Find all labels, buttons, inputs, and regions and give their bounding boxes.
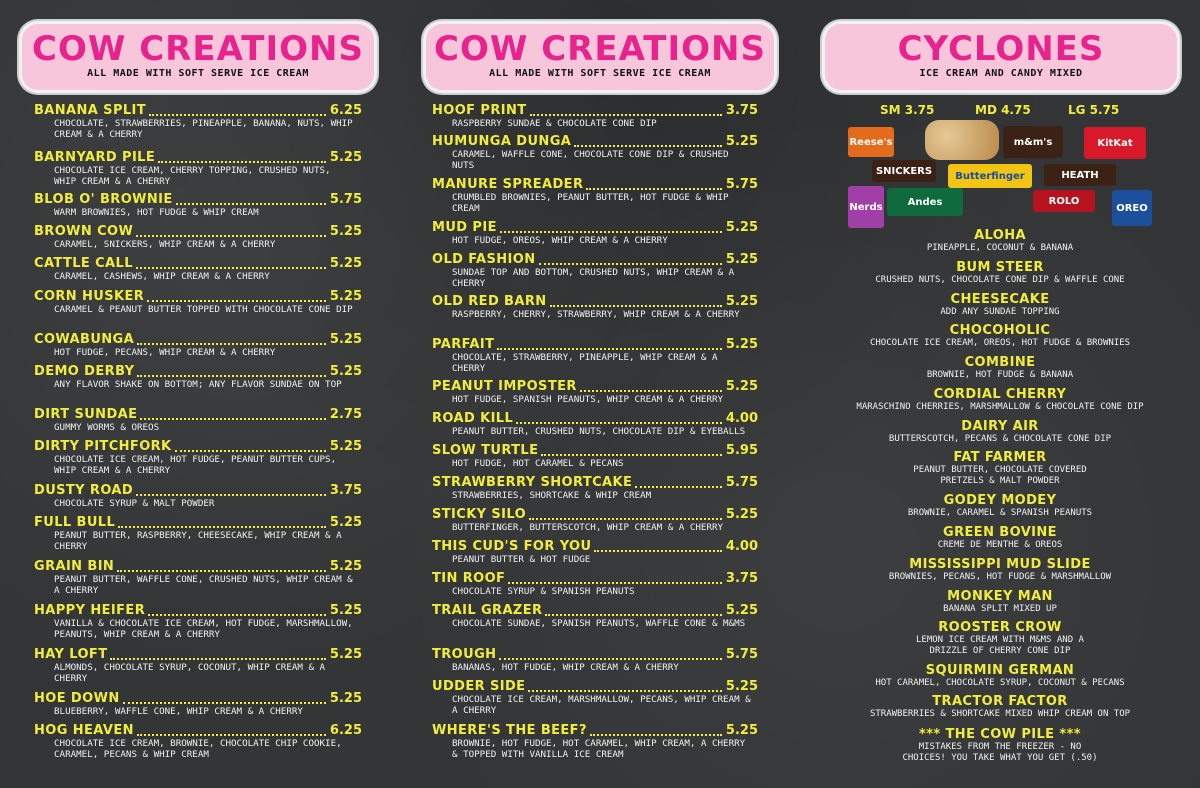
menu-item-price: 5.25 bbox=[329, 150, 362, 165]
menu-item bbox=[432, 603, 758, 647]
menu-item-description: CHOCOLATE ICE CREAM, BROWNIE, CHOCOLATE CHIP COOKIE, CARAMEL, PECANS & WHIP CREAM bbox=[54, 738, 342, 760]
price-leader-dots bbox=[176, 203, 326, 205]
menu-item-description: CHOCOLATE ICE CREAM, HOT FUDGE, PEANUT BUTTER CUPS, WHIP CREAM & A CHERRY bbox=[54, 454, 337, 476]
cyclone-item-description: CHOCOLATE ICE CREAM, OREOS, HOT FUDGE & BROWNIES bbox=[869, 338, 1131, 348]
menu-item-description: ALMONDS, CHOCOLATE SYRUP, COCONUT, WHIP CREAM & A CHERRY bbox=[54, 662, 326, 684]
cyclone-item-name: CHEESECAKE bbox=[950, 292, 1050, 307]
cyclone-item-description: BROWNIE, CARAMEL & SPANISH PEANUTS bbox=[907, 508, 1093, 518]
cyclone-item bbox=[800, 727, 1200, 764]
price-leader-dots bbox=[530, 114, 722, 116]
price-leader-dots bbox=[175, 450, 326, 452]
menu-item-name: CATTLE CALL bbox=[34, 256, 133, 271]
snickers-candy-icon: SNICKERS bbox=[872, 160, 936, 182]
menu-item-name: DIRT SUNDAE bbox=[34, 407, 138, 422]
menu-item-price: 5.25 bbox=[725, 379, 758, 394]
price-leader-dots bbox=[158, 161, 326, 163]
left-banner bbox=[22, 24, 374, 90]
price-leader-dots bbox=[500, 231, 722, 233]
menu-item-description: HOT FUDGE, SPANISH PEANUTS, WHIP CREAM & A CHERRY bbox=[452, 394, 724, 405]
cyclone-item-name: FAT FARMER bbox=[953, 450, 1047, 465]
menu-item-price: 5.25 bbox=[725, 337, 758, 352]
price-leader-dots bbox=[580, 390, 722, 392]
price-leader-dots bbox=[118, 526, 326, 528]
menu-item-description: SUNDAE TOP AND BOTTOM, CRUSHED NUTS, WHIP CREAM & A CHERRY bbox=[452, 267, 735, 289]
price-leader-dots bbox=[137, 375, 325, 377]
menu-item-description: BLUEBERRY, WAFFLE CONE, WHIP CREAM & A CHERRY bbox=[54, 706, 303, 717]
menu-item bbox=[34, 559, 362, 603]
price-leader-dots bbox=[550, 305, 722, 307]
cyclone-item-name: ROOSTER CROW bbox=[938, 620, 1062, 635]
menu-item bbox=[432, 679, 758, 723]
menu-item-description: PEANUT BUTTER, RASPBERRY, CHEESECAKE, WHIP CREAM & A CHERRY bbox=[54, 530, 342, 552]
price-leader-dots bbox=[136, 235, 326, 237]
cyclone-item-name: ALOHA bbox=[974, 228, 1026, 243]
menu-item-name: TROUGH bbox=[432, 647, 497, 662]
menu-item-price: 5.25 bbox=[329, 515, 362, 530]
menu-item-name: BLOB O' BROWNIE bbox=[34, 192, 173, 207]
menu-item-name: TRAIL GRAZER bbox=[432, 603, 543, 618]
menu-item-price: 5.95 bbox=[725, 443, 758, 458]
menu-item-price: 5.25 bbox=[725, 220, 758, 235]
menu-item bbox=[34, 103, 362, 147]
menu-item-price: 5.25 bbox=[329, 289, 362, 304]
menu-item-description: CARAMEL & PEANUT BUTTER TOPPED WITH CHOCOLATE CONE DIP bbox=[54, 304, 353, 315]
price-leader-dots bbox=[117, 570, 326, 572]
menu-item-name: FULL BULL bbox=[34, 515, 116, 530]
menu-item-price: 5.75 bbox=[725, 647, 758, 662]
menu-item-name: HOOF PRINT bbox=[432, 103, 527, 118]
menu-item bbox=[34, 647, 362, 691]
size-large-price: LG 5.75 bbox=[1068, 103, 1120, 117]
price-leader-dots bbox=[110, 658, 325, 660]
cyclone-item-name: MISSISSIPPI MUD SLIDE bbox=[909, 557, 1091, 572]
cyclone-item-name: SQUIRMIN GERMAN bbox=[925, 663, 1075, 678]
cyclone-item bbox=[800, 323, 1200, 349]
menu-item-price: 5.25 bbox=[725, 134, 758, 149]
reeses-candy-icon: Reese's bbox=[848, 127, 894, 157]
menu-item-price: 5.25 bbox=[329, 559, 362, 574]
cyclone-item-name: MONKEY MAN bbox=[947, 589, 1053, 604]
menu-item-name: TIN ROOF bbox=[432, 571, 506, 586]
cyclone-item-description: STRAWBERRIES & SHORTCAKE MIXED WHIP CREAM ON TOP bbox=[869, 709, 1131, 719]
cyclone-item-name: TRACTOR FACTOR bbox=[932, 694, 1068, 709]
cyclone-item-description: BANANA SPLIT MIXED UP bbox=[943, 604, 1057, 614]
price-leader-dots bbox=[541, 454, 722, 456]
menu-item-name: MUD PIE bbox=[432, 220, 497, 235]
menu-item-description: ANY FLAVOR SHAKE ON BOTTOM; ANY FLAVOR SUNDAE ON TOP bbox=[54, 379, 342, 390]
price-leader-dots bbox=[136, 494, 326, 496]
price-leader-dots bbox=[147, 300, 326, 302]
menu-item bbox=[432, 337, 758, 381]
menu-item-name: COWABUNGA bbox=[34, 332, 135, 347]
menu-item-description: CHOCOLATE, STRAWBERRIES, PINEAPPLE, BANANA, NUTS, WHIP CREAM & A CHERRY bbox=[54, 118, 353, 140]
menu-item-price: 5.25 bbox=[329, 603, 362, 618]
cyclone-item bbox=[800, 450, 1200, 487]
menu-item-description: RASPBERRY, CHERRY, STRAWBERRY, WHIP CREAM & A CHERRY bbox=[452, 309, 740, 320]
menu-item-name: DUSTY ROAD bbox=[34, 483, 134, 498]
menu-item bbox=[432, 252, 758, 296]
size-medium-price: MD 4.75 bbox=[975, 103, 1031, 117]
menu-item-name: WHERE'S THE BEEF? bbox=[432, 723, 587, 738]
menu-item-description: CARAMEL, WAFFLE CONE, CHOCOLATE CONE DIP & CRUSHED NUTS bbox=[452, 149, 729, 171]
nerds-candy-icon: Nerds bbox=[848, 186, 884, 228]
menu-item-name: BANANA SPLIT bbox=[34, 103, 147, 118]
cyclone-item-description: BUTTERSCOTCH, PECANS & CHOCOLATE CONE DIP bbox=[888, 434, 1112, 444]
cyclone-item bbox=[800, 589, 1200, 615]
menu-item bbox=[34, 723, 362, 767]
cyclone-item bbox=[800, 260, 1200, 286]
kitkat-candy-icon: KitKat bbox=[1084, 127, 1146, 159]
menu-item-description: CHOCOLATE ICE CREAM, MARSHMALLOW, PECANS, WHIP CREAM & A CHERRY bbox=[452, 694, 751, 716]
middle-menu-column bbox=[400, 0, 800, 788]
menu-item-description: VANILLA & CHOCOLATE ICE CREAM, HOT FUDGE, MARSHMALLOW, PEANUTS, WHIP CREAM & A CHERRY bbox=[54, 618, 353, 640]
menu-item-price: 5.25 bbox=[329, 647, 362, 662]
menu-item-name: STICKY SILO bbox=[432, 507, 527, 522]
menu-item-name: SLOW TURTLE bbox=[432, 443, 539, 458]
menu-item-description: BANANAS, HOT FUDGE, WHIP CREAM & A CHERRY bbox=[452, 662, 679, 673]
menu-item bbox=[34, 150, 362, 194]
menu-item bbox=[34, 603, 362, 647]
menu-item-name: BARNYARD PILE bbox=[34, 150, 156, 165]
menu-item-description: STRAWBERRIES, SHORTCAKE & WHIP CREAM bbox=[452, 490, 652, 501]
menu-item-description: CHOCOLATE SYRUP & SPANISH PEANUTS bbox=[452, 586, 635, 597]
menu-item-description: CARAMEL, SNICKERS, WHIP CREAM & A CHERRY bbox=[54, 239, 276, 250]
menu-item-description: CHOCOLATE ICE CREAM, CHERRY TOPPING, CRUSHED NUTS, WHIP CREAM & A CHERRY bbox=[54, 165, 331, 187]
cyclone-size-prices bbox=[800, 103, 1200, 119]
cyclone-item bbox=[800, 525, 1200, 551]
menu-item-name: PARFAIT bbox=[432, 337, 495, 352]
cyclone-item-description: BROWNIE, HOT FUDGE & BANANA bbox=[926, 370, 1074, 380]
price-leader-dots bbox=[497, 348, 722, 350]
cyclone-item-name: CORDIAL CHERRY bbox=[933, 387, 1067, 402]
price-leader-dots bbox=[590, 734, 722, 736]
cyclone-item-name: DAIRY AIR bbox=[961, 419, 1039, 434]
menu-item bbox=[34, 364, 362, 408]
price-leader-dots bbox=[574, 145, 722, 147]
menu-item-name: HOG HEAVEN bbox=[34, 723, 134, 738]
menu-item-description: WARM BROWNIES, HOT FUDGE & WHIP CREAM bbox=[54, 207, 259, 218]
menu-item-name: DIRTY PITCHFORK bbox=[34, 439, 172, 454]
cyclone-item-description: PEANUT BUTTER, CHOCOLATE COVERED PRETZELS & MALT POWDER bbox=[913, 465, 1087, 486]
price-leader-dots bbox=[539, 263, 722, 265]
cyclone-item bbox=[800, 419, 1200, 445]
menu-item-description: HOT FUDGE, HOT CARAMEL & PECANS bbox=[452, 458, 624, 469]
price-leader-dots bbox=[635, 486, 722, 488]
price-leader-dots bbox=[137, 734, 326, 736]
menu-item-price: 5.25 bbox=[725, 294, 758, 309]
cyclone-item-description: MISTAKES FROM THE FREEZER - NO CHOICES! YOU TAKE WHAT YOU GET (.50) bbox=[902, 742, 1098, 763]
price-leader-dots bbox=[508, 582, 722, 584]
menu-item-description: BUTTERFINGER, BUTTERSCOTCH, WHIP CREAM & A CHERRY bbox=[452, 522, 724, 533]
right-menu-column bbox=[800, 0, 1200, 788]
menu-item-price: 3.75 bbox=[725, 103, 758, 118]
menu-item-price: 5.25 bbox=[329, 332, 362, 347]
menu-item-name: PEANUT IMPOSTER bbox=[432, 379, 577, 394]
cyclones-banner bbox=[825, 24, 1177, 90]
price-leader-dots bbox=[148, 614, 326, 616]
price-leader-dots bbox=[586, 188, 722, 190]
menu-item-name: OLD RED BARN bbox=[432, 294, 547, 309]
price-leader-dots bbox=[136, 267, 326, 269]
left-banner-title: COW CREATIONS bbox=[32, 29, 364, 69]
menu-item-name: ROAD KILL bbox=[432, 411, 514, 426]
menu-item bbox=[432, 177, 758, 221]
menu-item-name: HAPPY HEIFER bbox=[34, 603, 146, 618]
butterfinger-candy-icon: Butterfinger bbox=[948, 164, 1032, 188]
menu-item-price: 5.25 bbox=[725, 603, 758, 618]
menu-item-price: 2.75 bbox=[329, 407, 362, 422]
cyclone-item-name: GODEY MODEY bbox=[943, 493, 1057, 508]
menu-item-description: CHOCOLATE, STRAWBERRY, PINEAPPLE, WHIP CREAM & A CHERRY bbox=[452, 352, 718, 374]
cyclones-banner-subtitle: ICE CREAM AND CANDY MIXED bbox=[919, 68, 1083, 79]
cyclone-item-description: LEMON ICE CREAM WITH M&MS AND A DRIZZLE OF CHERRY CONE DIP bbox=[916, 635, 1084, 656]
cyclone-item-description: CRUSHED NUTS, CHOCOLATE CONE DIP & WAFFLE CONE bbox=[875, 275, 1125, 285]
menu-item-description: GUMMY WORMS & OREOS bbox=[54, 422, 160, 433]
menu-item-name: CORN HUSKER bbox=[34, 289, 145, 304]
price-leader-dots bbox=[123, 702, 326, 704]
menu-item-name: HOE DOWN bbox=[34, 691, 120, 706]
price-leader-dots bbox=[516, 422, 722, 424]
menu-item bbox=[34, 515, 362, 559]
price-leader-dots bbox=[594, 550, 721, 552]
cyclone-item-description: PINEAPPLE, COCONUT & BANANA bbox=[926, 243, 1074, 253]
menu-item-description: PEANUT BUTTER & HOT FUDGE bbox=[452, 554, 591, 565]
menu-item bbox=[432, 294, 758, 338]
heath-candy-icon: HEATH bbox=[1044, 164, 1116, 186]
cyclone-item bbox=[800, 663, 1200, 689]
price-leader-dots bbox=[149, 114, 326, 116]
menu-item-description: HOT FUDGE, PECANS, WHIP CREAM & A CHERRY bbox=[54, 347, 276, 358]
price-leader-dots bbox=[528, 690, 721, 692]
menu-item-price: 6.25 bbox=[329, 723, 362, 738]
mms-candy-icon: m&m's bbox=[1003, 126, 1063, 158]
menu-item-name: UDDER SIDE bbox=[432, 679, 526, 694]
menu-item-price: 4.00 bbox=[725, 539, 758, 554]
cyclone-item-name: CHOCOHOLIC bbox=[949, 323, 1051, 338]
menu-item-price: 5.25 bbox=[725, 679, 758, 694]
menu-item-price: 3.75 bbox=[725, 571, 758, 586]
cyclone-item bbox=[800, 694, 1200, 720]
menu-item bbox=[34, 439, 362, 483]
menu-item-price: 5.75 bbox=[329, 192, 362, 207]
menu-item-price: 5.75 bbox=[725, 177, 758, 192]
menu-item-description: CHOCOLATE SYRUP & MALT POWDER bbox=[54, 498, 215, 509]
cyclone-item-name: BUM STEER bbox=[956, 260, 1044, 275]
rolo-candy-icon: ROLO bbox=[1033, 190, 1095, 212]
menu-item-price: 5.25 bbox=[725, 507, 758, 522]
price-leader-dots bbox=[137, 343, 326, 345]
cyclone-item bbox=[800, 493, 1200, 519]
menu-item-price: 5.25 bbox=[329, 439, 362, 454]
price-leader-dots bbox=[499, 658, 721, 660]
menu-item-name: THIS CUD'S FOR YOU bbox=[432, 539, 592, 554]
menu-item-name: STRAWBERRY SHORTCAKE bbox=[432, 475, 633, 490]
cyclone-item-description: ADD ANY SUNDAE TOPPING bbox=[940, 307, 1060, 317]
oreo-candy-icon: OREO bbox=[1112, 190, 1152, 226]
size-small-price: SM 3.75 bbox=[880, 103, 935, 117]
price-leader-dots bbox=[545, 614, 721, 616]
menu-item-price: 5.25 bbox=[329, 224, 362, 239]
cyclone-item-description: BROWNIES, PECANS, HOT FUDGE & MARSHMALLOW bbox=[888, 572, 1112, 582]
cyclone-item bbox=[800, 228, 1200, 254]
menu-item-description: HOT FUDGE, OREOS, WHIP CREAM & A CHERRY bbox=[452, 235, 668, 246]
menu-item-description: BROWNIE, HOT FUDGE, HOT CARAMEL, WHIP CREAM, A CHERRY & TOPPED WITH VANILLA ICE CREAM bbox=[452, 738, 746, 760]
menu-item bbox=[432, 723, 758, 767]
menu-item-description: PEANUT BUTTER, WAFFLE CONE, CRUSHED NUTS, WHIP CREAM & A CHERRY bbox=[54, 574, 353, 596]
middle-banner-subtitle: ALL MADE WITH SOFT SERVE ICE CREAM bbox=[489, 68, 711, 79]
cyclone-item-description: MARASCHINO CHERRIES, MARSHMALLOW & CHOCOLATE CONE DIP bbox=[856, 402, 1144, 412]
menu-item-name: HUMUNGA DUNGA bbox=[432, 134, 572, 149]
menu-item-name: BROWN COW bbox=[34, 224, 134, 239]
menu-item-name: GRAIN BIN bbox=[34, 559, 115, 574]
menu-item-description: CRUMBLED BROWNIES, PEANUT BUTTER, HOT FUDGE & WHIP CREAM bbox=[452, 192, 729, 214]
menu-item-price: 5.75 bbox=[725, 475, 758, 490]
menu-item-price: 5.25 bbox=[725, 252, 758, 267]
middle-banner bbox=[426, 24, 774, 90]
menu-item-description: CARAMEL, CASHEWS, WHIP CREAM & A CHERRY bbox=[54, 271, 270, 282]
price-leader-dots bbox=[529, 518, 722, 520]
menu-item-name: OLD FASHION bbox=[432, 252, 536, 267]
cyclone-item-name: *** THE COW PILE *** bbox=[919, 727, 1081, 742]
cyclone-item-name: COMBINE bbox=[964, 355, 1036, 370]
menu-item-name: HAY LOFT bbox=[34, 647, 108, 662]
left-menu-column bbox=[0, 0, 400, 788]
menu-item-description: PEANUT BUTTER, CRUSHED NUTS, CHOCOLATE DIP & EYEBALLS bbox=[452, 426, 746, 437]
menu-item bbox=[432, 134, 758, 178]
cyclone-item bbox=[800, 355, 1200, 381]
menu-item-price: 5.25 bbox=[329, 256, 362, 271]
cyclone-item bbox=[800, 387, 1200, 413]
menu-item-description: RASPBERRY SUNDAE & CHOCOLATE CONE DIP bbox=[452, 118, 657, 129]
cyclone-item bbox=[800, 292, 1200, 318]
cyclones-banner-title: CYCLONES bbox=[897, 29, 1105, 69]
menu-item-price: 4.00 bbox=[725, 411, 758, 426]
cyclone-item-description: HOT CARAMEL, CHOCOLATE SYRUP, COCONUT & PECANS bbox=[875, 678, 1125, 688]
menu-item-description: CHOCOLATE SUNDAE, SPANISH PEANUTS, WAFFLE CONE & M&MS bbox=[452, 618, 746, 629]
price-leader-dots bbox=[140, 418, 326, 420]
menu-item bbox=[34, 289, 362, 333]
peanuts-candy-icon bbox=[925, 120, 999, 160]
menu-item-price: 3.75 bbox=[329, 483, 362, 498]
andes-candy-icon: Andes bbox=[887, 188, 963, 216]
menu-item-price: 6.25 bbox=[329, 103, 362, 118]
cyclone-item-name: GREEN BOVINE bbox=[943, 525, 1057, 540]
left-banner-subtitle: ALL MADE WITH SOFT SERVE ICE CREAM bbox=[87, 68, 309, 79]
cyclone-item bbox=[800, 557, 1200, 583]
middle-banner-title: COW CREATIONS bbox=[434, 29, 766, 69]
menu-item-price: 5.25 bbox=[329, 364, 362, 379]
cyclone-item-description: CREME DE MENTHE & OREOS bbox=[937, 540, 1063, 550]
menu-item-name: DEMO DERBY bbox=[34, 364, 135, 379]
menu-item-name: MANURE SPREADER bbox=[432, 177, 584, 192]
cyclone-item bbox=[800, 620, 1200, 657]
menu-item-price: 5.25 bbox=[329, 691, 362, 706]
menu-item-price: 5.25 bbox=[725, 723, 758, 738]
